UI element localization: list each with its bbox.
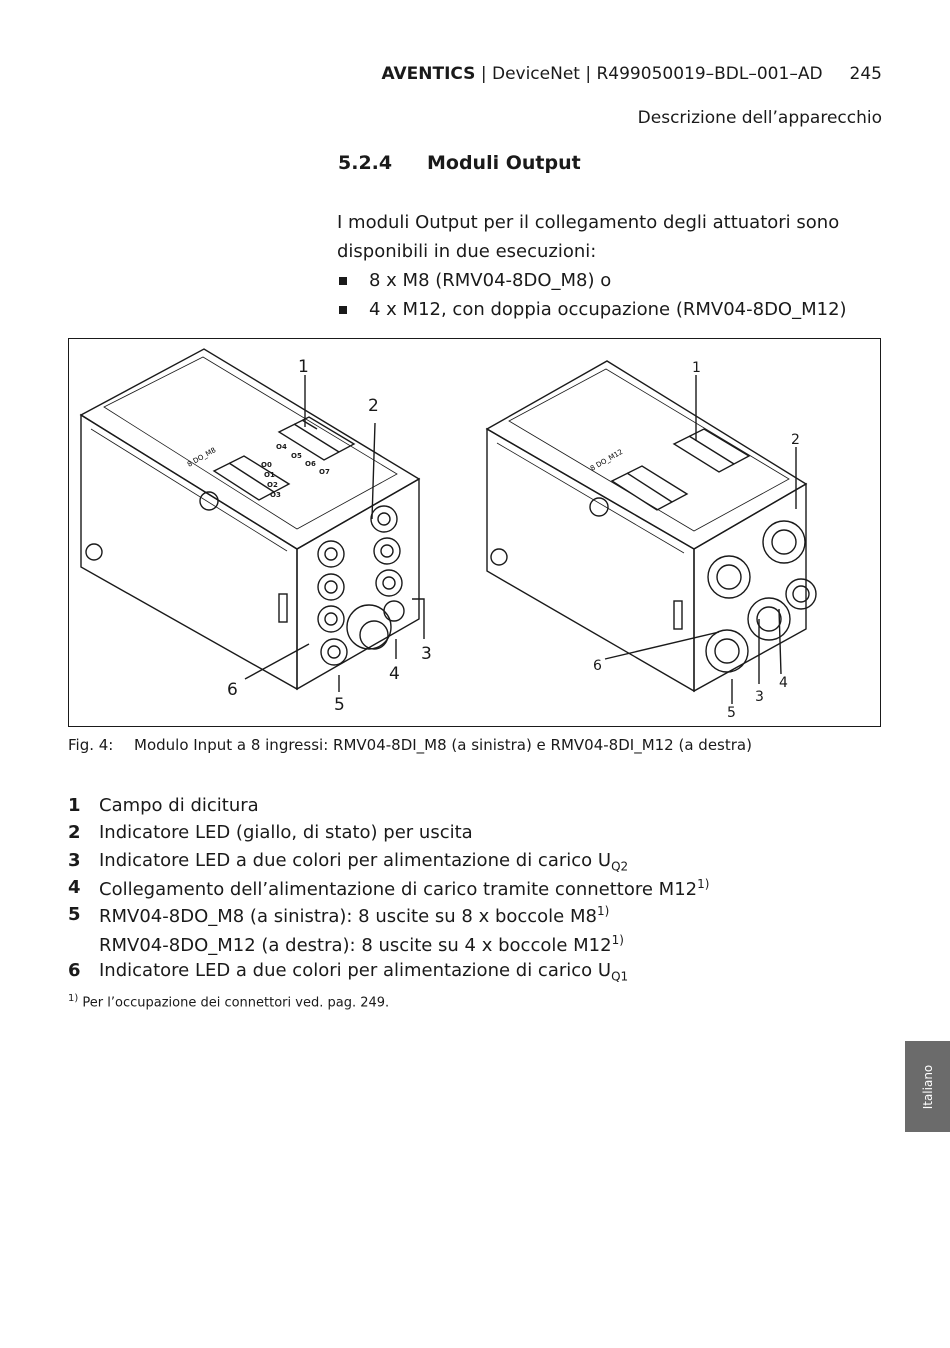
right-model-label: 8 DO_M12 xyxy=(589,447,625,473)
language-tab-label: Italiano xyxy=(920,1064,935,1109)
intro-line-2: disponibili in due esecuzioni: xyxy=(337,241,597,262)
legend-number: 3 xyxy=(68,850,81,871)
left-channel-label: O5 xyxy=(291,452,302,460)
footnote-text: Per l’occupazione dei connettori ved. pag. 249. xyxy=(78,995,390,1011)
legend-text: RMV04-8DO_M8 (a sinistra): 8 uscite su 8 x boccole M8 xyxy=(99,906,597,927)
legend-item-5b xyxy=(99,933,624,956)
section-number: 5.2.4 xyxy=(338,152,393,174)
legend-text: Indicatore LED a due colori per alimentazione di carico U xyxy=(99,960,612,981)
callout-number: 1 xyxy=(298,357,309,377)
callout-number: 4 xyxy=(389,664,400,684)
legend-subscript: Q2 xyxy=(611,859,629,874)
legend-subscript: Q1 xyxy=(611,969,629,984)
legend-text: Campo di dicitura xyxy=(99,795,259,816)
figure-frame xyxy=(68,338,881,727)
device-illustration xyxy=(69,339,880,726)
left-model-label: 8 DO_M8 xyxy=(186,446,218,469)
running-header xyxy=(381,64,882,84)
bullet-item: 8 x M8 (RMV04-8DO_M8) o xyxy=(369,270,612,291)
language-tab xyxy=(905,1041,950,1132)
brand-name: AVENTICS xyxy=(381,64,476,84)
legend-number: 5 xyxy=(68,904,81,925)
legend-item-3 xyxy=(99,850,628,874)
footnote xyxy=(68,993,389,1010)
callout-number: 4 xyxy=(779,675,788,691)
legend-number: 4 xyxy=(68,877,81,898)
legend-superscript: 1) xyxy=(611,933,624,947)
left-channel-label: O4 xyxy=(276,443,287,451)
bullet-marker xyxy=(339,277,347,285)
right-module-drawing xyxy=(487,361,816,704)
callout-number: 3 xyxy=(421,644,432,664)
legend-item-5a xyxy=(99,904,609,927)
legend-number: 2 xyxy=(68,822,81,843)
callout-number: 6 xyxy=(593,658,602,674)
callout-number: 2 xyxy=(791,432,800,448)
callout-number: 5 xyxy=(334,695,345,715)
left-channel-label: O6 xyxy=(305,460,316,468)
legend-number: 1 xyxy=(68,795,81,816)
callout-number: 5 xyxy=(727,705,736,721)
legend-text: RMV04-8DO_M12 (a destra): 8 uscite su 4 x boccole M12 xyxy=(99,935,612,956)
left-channel-label: O7 xyxy=(319,468,330,476)
callout-number: 3 xyxy=(755,689,764,705)
legend-superscript: 1) xyxy=(697,877,710,891)
chapter-title: Descrizione dell’apparecchio xyxy=(637,108,882,128)
left-channel-label: O0 xyxy=(261,461,272,469)
left-channel-label: O1 xyxy=(264,471,275,479)
footnote-mark: 1) xyxy=(68,993,79,1004)
legend-superscript: 1) xyxy=(596,904,610,918)
figure-caption-text: Modulo Input a 8 ingressi: RMV04-8DI_M8 (a sinistra) e RMV04-8DI_M12 (a destra) xyxy=(134,736,752,754)
bullet-item: 4 x M12, con doppia occupazione (RMV04-8DO_M12) xyxy=(369,299,847,320)
document-reference: | DeviceNet | R499050019–BDL–001–AD xyxy=(475,64,823,84)
legend-text: Indicatore LED a due colori per alimentazione di carico U xyxy=(99,850,612,871)
legend-item-6 xyxy=(99,960,628,984)
legend-number: 6 xyxy=(68,960,81,981)
legend-item-4 xyxy=(99,877,709,900)
left-channel-label: O3 xyxy=(270,491,281,499)
callout-number: 6 xyxy=(227,680,238,700)
section-title: Moduli Output xyxy=(427,152,581,174)
callout-number: 2 xyxy=(368,396,379,416)
page-number: 245 xyxy=(849,64,882,84)
legend-text: Collegamento dell’alimentazione di carico tramite connettore M12 xyxy=(99,879,698,900)
left-channel-label: O2 xyxy=(267,481,278,489)
callout-number: 1 xyxy=(692,360,701,376)
legend-text: Indicatore LED (giallo, di stato) per uscita xyxy=(99,822,473,843)
bullet-marker xyxy=(339,306,347,314)
intro-line-1: I moduli Output per il collegamento degli attuatori sono xyxy=(337,212,840,233)
figure-caption-label: Fig. 4: xyxy=(68,736,114,754)
